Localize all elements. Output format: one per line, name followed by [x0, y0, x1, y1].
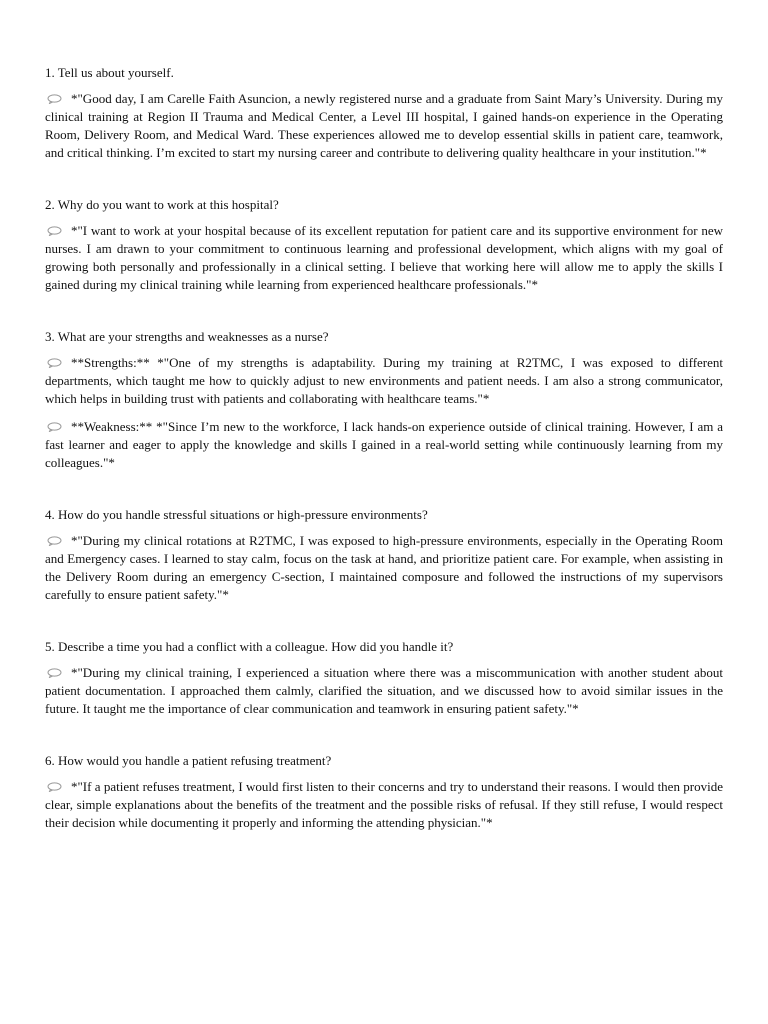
speech-bubble-icon	[47, 536, 62, 546]
qa-item-3	[45, 328, 723, 472]
speech-bubble-icon	[47, 94, 62, 104]
answer-3-weakness	[45, 418, 723, 472]
qa-item-1	[45, 64, 723, 162]
answer-3-weakness-text: **Weakness:** *"Since I’m new to the workforce, I lack hands-on experience outside of clinical training. However, I am a fast learner and eager to apply the knowledge and skills I gained in a real-world setting while continuously learning from my colleagues."*	[45, 419, 723, 470]
question-2: 2. Why do you want to work at this hospital?	[45, 197, 279, 212]
answer-2	[45, 222, 723, 294]
answer-5-text: *"During my clinical training, I experienced a situation where there was a miscommunication with another student about patient documentation. I approached them calmly, clarified the situation, and we discussed how to avoid similar issues in the future. It taught me the importance of clear communication and teamwork in ensuring patient safety."*	[45, 665, 723, 716]
qa-item-2	[45, 196, 723, 294]
answer-2-text: *"I want to work at your hospital because of its excellent reputation for patient care and its supportive environment for new nurses. I am drawn to your commitment to continuous learning and professional development, which aligns with my goal of growing both personally and professionally in a clinical setting. I believe that working here will allow me to apply the skills I gained during my clinical training while learning from experienced healthcare professionals."*	[45, 223, 723, 292]
speech-bubble-icon	[47, 422, 62, 432]
answer-3-strengths-text: **Strengths:** *"One of my strengths is adaptability. During my training at R2TMC, I was exposed to different departments, which taught me how to quickly adjust to new environments and patient needs. I am also a strong communicator, which helps in building trust with patients and collaborating with healthcare teams."*	[45, 355, 723, 406]
answer-6	[45, 778, 723, 832]
answer-1-text: *"Good day, I am Carelle Faith Asuncion, a newly registered nurse and a graduate from Saint Mary’s University. During my clinical training at Region II Trauma and Medical Center, a Level III hospital, I gained hands-on experience in the Operating Room, Delivery Room, and Medical Ward. These experiences allowed me to develop essential skills in patient care, teamwork, and critical thinking. I’m excited to start my nursing career and contribute to delivering quality healthcare in your institution."*	[45, 91, 723, 160]
qa-item-4	[45, 506, 723, 604]
speech-bubble-icon	[47, 782, 62, 792]
answer-4-text: *"During my clinical rotations at R2TMC, I was exposed to high-pressure environments, especially in the Operating Room and Emergency cases. I learned to stay calm, focus on the task at hand, and prioritize patient care. For example, when assisting in the Delivery Room during an emergency C-section, I maintained composure and followed the instructions of my supervisors carefully to ensure patient safety."*	[45, 533, 723, 602]
answer-3-strengths	[45, 354, 723, 408]
qa-item-6	[45, 752, 723, 832]
speech-bubble-icon	[47, 358, 62, 368]
question-5: 5. Describe a time you had a conflict with a colleague. How did you handle it?	[45, 639, 454, 654]
question-3: 3. What are your strengths and weaknesses as a nurse?	[45, 329, 329, 344]
document-page	[45, 64, 723, 832]
question-4: 4. How do you handle stressful situations or high-pressure environments?	[45, 507, 428, 522]
question-1: 1. Tell us about yourself.	[45, 65, 174, 80]
speech-bubble-icon	[47, 668, 62, 678]
answer-1	[45, 90, 723, 162]
answer-6-text: *"If a patient refuses treatment, I would first listen to their concerns and try to understand their reasons. I would then provide clear, simple explanations about the benefits of the treatment and the possible risks of refusal. If they still refuse, I would respect their decision while documenting it properly and informing the attending physician."*	[45, 779, 723, 830]
question-6: 6. How would you handle a patient refusing treatment?	[45, 753, 332, 768]
answer-5	[45, 664, 723, 718]
answer-4	[45, 532, 723, 604]
speech-bubble-icon	[47, 226, 62, 236]
qa-item-5	[45, 638, 723, 718]
